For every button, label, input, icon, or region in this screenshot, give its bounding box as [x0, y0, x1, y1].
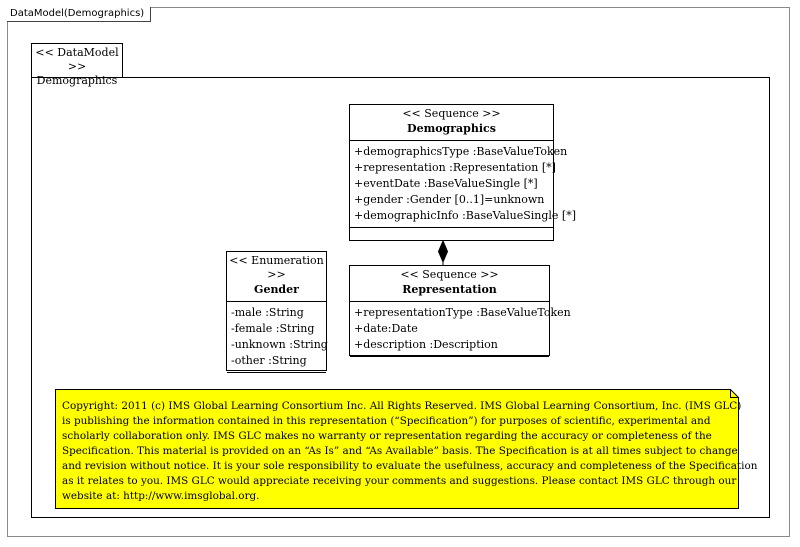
package-stereotype: << DataModel >>: [35, 46, 119, 73]
class-stereotype: << Sequence >>: [400, 268, 499, 281]
note-line: is publishing the information contained in this representation (“Specification”) for purposes of scientific, experimental and: [62, 415, 711, 427]
attribute-event-date: +eventDate :BaseValueSingle [*]: [354, 177, 538, 190]
class-name: Demographics: [407, 122, 496, 135]
attribute-representation-type: +representationType :BaseValueToken: [354, 306, 571, 319]
attribute-representation: +representation :Representation [*]: [354, 161, 556, 174]
class-name: Representation: [402, 283, 497, 296]
attribute-female: -female :String: [231, 322, 315, 335]
note-line: scholarly collaboration only. IMS GLC makes no warranty or representation regarding the accuracy or completeness of the: [62, 430, 712, 442]
class-name: Gender: [254, 283, 299, 296]
note-line: and revision without notice. It is your sole responsibility to evaluate the usefulness, accuracy and completeness of the Specification: [62, 460, 758, 472]
note-line: as it relates to you. IMS GLC would appreciate receiving your comments and suggestions. Please contact IMS GLC through our: [62, 475, 737, 487]
class-stereotype: << Enumeration >>: [229, 254, 324, 281]
note-line: website at: http://www.imsglobal.org.: [62, 490, 260, 502]
composition-diamond-icon: [439, 241, 448, 262]
diagram-frame-title: DataModel(Demographics): [7, 7, 151, 22]
copyright-note[interactable]: [55, 389, 758, 509]
class-stereotype: << Sequence >>: [402, 107, 501, 120]
package-name: Demographics: [36, 74, 118, 87]
attribute-description: +description :Description: [354, 338, 498, 351]
note-line: Copyright: 2011 (c) IMS Global Learning Consortium Inc. All Rights Reserved. IMS Global Learning Consortium, Inc. (IMS GLC): [62, 400, 742, 412]
attribute-gender: +gender :Gender [0..1]=unknown: [354, 193, 545, 206]
note-text: [62, 399, 758, 504]
attribute-demographics-type: +demographicsType :BaseValueToken: [354, 145, 568, 158]
note-line: Specification. This material is provided on an “As Is” and “As Available” basis. The Specification is at all times subject to change: [62, 445, 738, 457]
attribute-demographic-info: +demographicInfo :BaseValueSingle [*]: [354, 209, 576, 222]
attribute-male: -male :String: [231, 306, 304, 319]
attribute-date: +date:Date: [354, 322, 418, 335]
attribute-unknown: -unknown :String: [231, 338, 328, 351]
attribute-other: -other :String: [231, 354, 307, 367]
